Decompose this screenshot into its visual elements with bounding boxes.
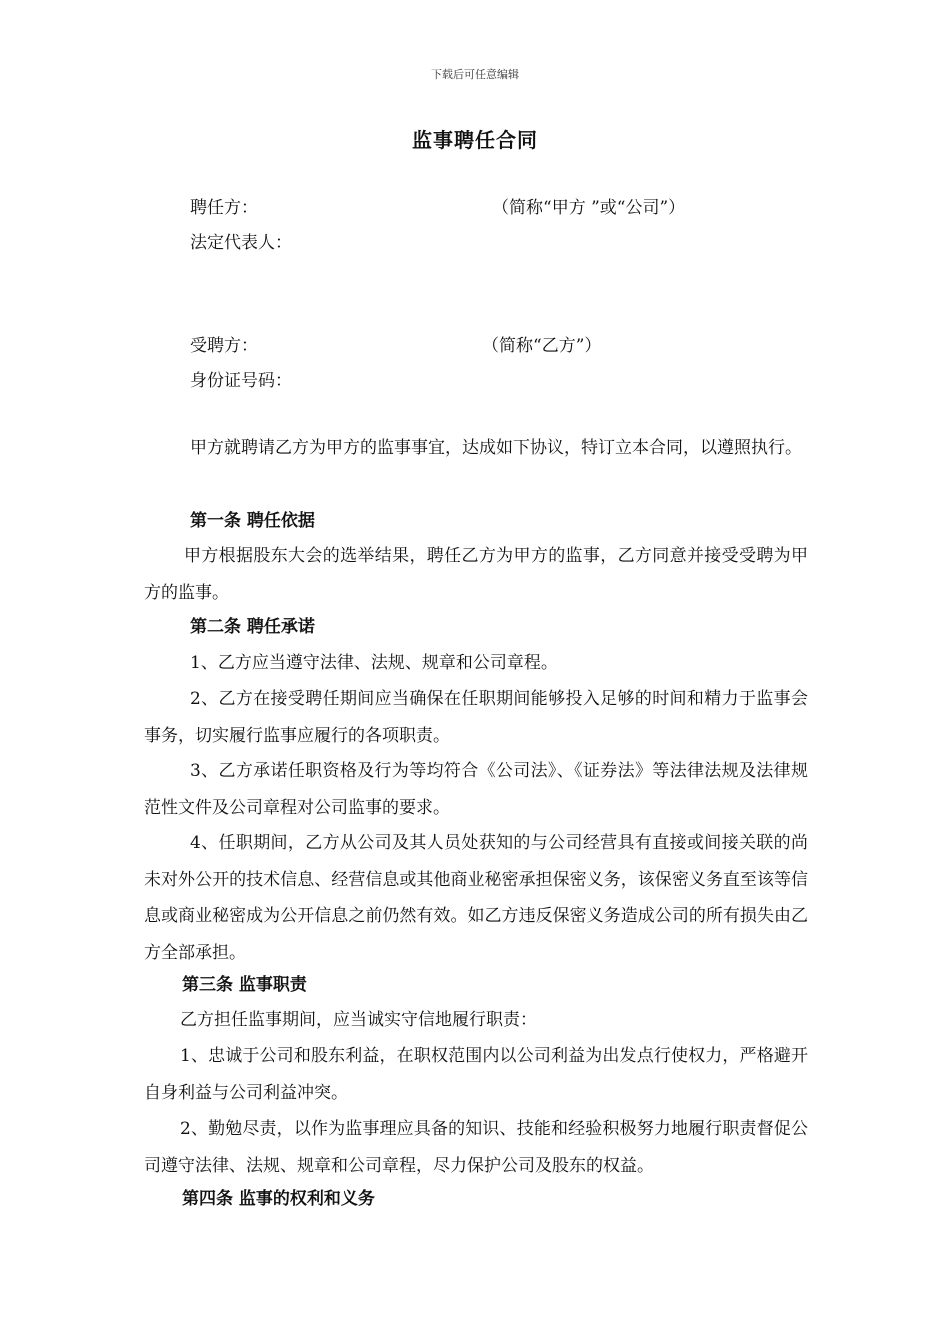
article-2-item-3: 3、乙方承诺任职资格及行为等均符合《公司法》、《证券法》等法律法规及法律规范性文件及公司章程对公司监事的要求。 [144,761,808,818]
article-4-heading: 第四条 监事的权利和义务 [182,1189,375,1209]
employee-abbreviation: （简称“乙方”） [482,336,602,356]
employee-label: 受聘方： [190,336,258,356]
employer-label: 聘任方： [190,198,258,218]
article-1-text: 甲方根据股东大会的选举结果，聘任乙方为甲方的监事，乙方同意并接受受聘为甲方的监事。 [144,546,808,603]
header-note: 下载后可任意编辑 [431,68,519,81]
article-3-item-1: 1、忠诚于公司和股东利益，在职权范围内以公司利益为出发点行使权力，严格避开自身利益与公司利益冲突。 [144,1046,808,1103]
employer-abbreviation: （简称“甲方 ”或“公司”） [492,198,686,218]
article-3-lead: 乙方担任监事期间，应当诚实守信地履行职责： [180,1010,537,1030]
article-3-item-2: 2、勤勉尽责，以作为监事理应具备的知识、技能和经验积极努力地履行职责督促公司遵守法律、法规、规章和公司章程，尽力保护公司及股东的权益。 [144,1119,808,1176]
page-title: 监事聘任合同 [412,128,538,152]
article-2-item-2: 2、乙方在接受聘任期间应当确保在任职期间能够投入足够的时间和精力于监事会事务，切实履行监事应履行的各项职责。 [144,689,808,746]
article-2-item-4: 4、任职期间，乙方从公司及其人员处获知的与公司经营具有直接或间接关联的尚未对外公开的技术信息、经营信息或其他商业秘密承担保密义务，该保密义务直至该等信息或商业秘密成为公开信息之前仍然有效。如乙方违反保密义务造成公司的所有损失由乙方全部承担。 [144,833,808,963]
id-number-label: 身份证号码： [190,371,292,391]
article-1-heading: 第一条 聘任依据 [190,511,315,531]
intro-paragraph: 甲方就聘请乙方为甲方的监事事宜，达成如下协议，特订立本合同，以遵照执行。 [190,438,802,458]
article-3-heading: 第三条 监事职责 [182,975,307,995]
article-2-item-1: 1、乙方应当遵守法律、法规、规章和公司章程。 [190,653,558,673]
article-2-heading: 第二条 聘任承诺 [190,617,315,637]
legal-representative-label: 法定代表人： [190,233,292,253]
